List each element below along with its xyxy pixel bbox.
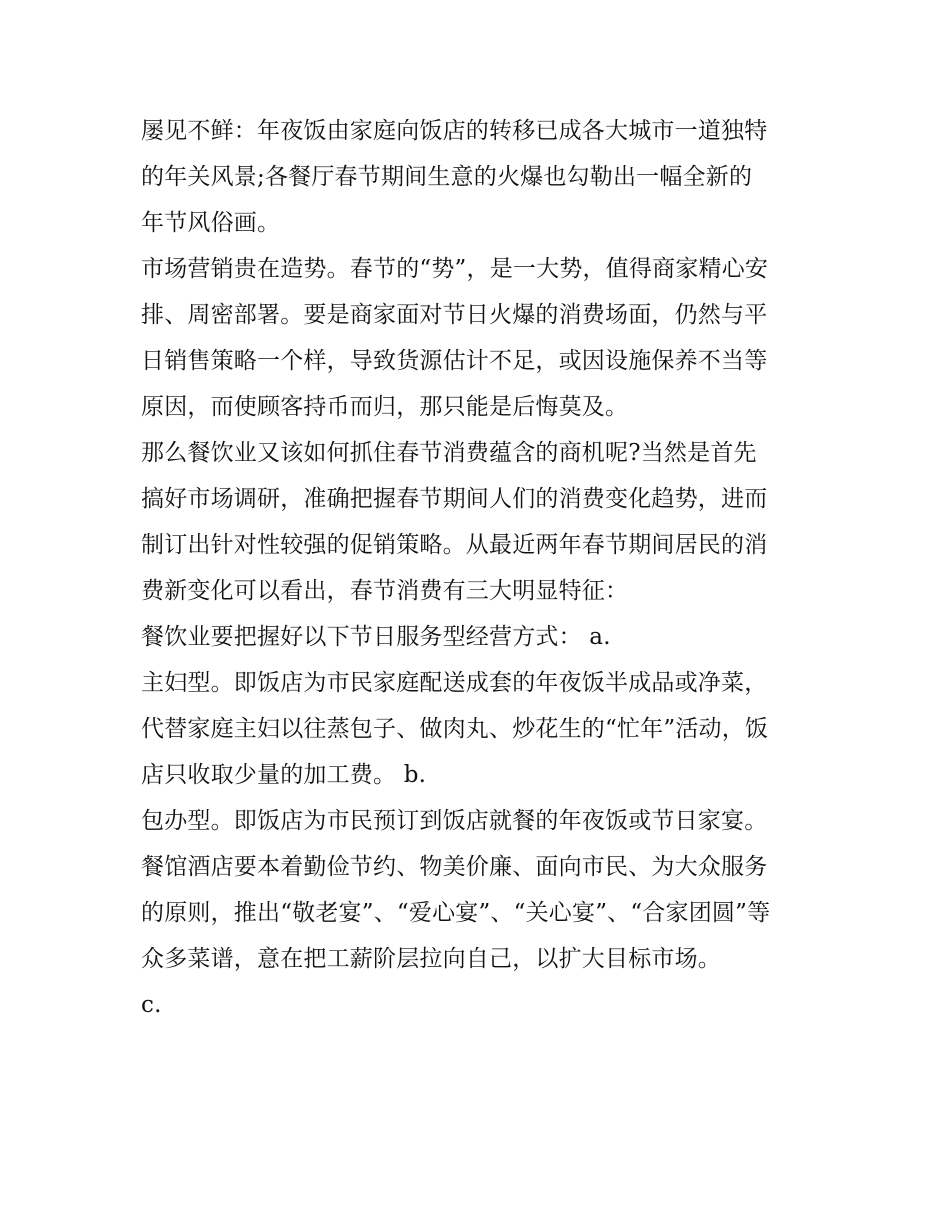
text-line: 包办型。即饭店为市民预订到饭店就餐的年夜饭或节日家宴。 (141, 808, 768, 834)
text-line: 那么餐饮业又该如何抓住春节消费蕴含的商机呢?当然是首先 (141, 440, 757, 466)
text-line: 日销售策略一个样，导致货源估计不足，或因设施保养不当等 (141, 348, 768, 374)
text-line: 屡见不鲜：年夜饭由家庭向饭店的转移已成各大城市一道独特 (141, 118, 768, 144)
text-line: 费新变化可以看出，春节消费有三大明显特征： (141, 578, 629, 604)
document-body (141, 108, 831, 1028)
text-line: 主妇型。即饭店为市民家庭配送成套的年夜饭半成品或净菜， (141, 670, 768, 696)
text-line: 店只收取少量的加工费。 b. (141, 762, 427, 788)
text-line: 的原则，推出“敬老宴”、“爱心宴”、“关心宴”、“合家团圆”等 (141, 900, 771, 926)
text-line: 制订出针对性较强的促销策略。从最近两年春节期间居民的消 (141, 532, 768, 558)
text-line: 众多菜谱，意在把工薪阶层拉向自己，以扩大目标市场。 (141, 946, 721, 972)
text-line: 年节风俗画。 (141, 210, 281, 236)
text-line: 代替家庭主妇以往蒸包子、做肉丸、炒花生的“忙年”活动，饭 (141, 716, 769, 742)
text-line: 排、周密部署。要是商家面对节日火爆的消费场面，仍然与平 (141, 302, 768, 328)
text-line: 的年关风景;各餐厅春节期间生意的火爆也勾勒出一幅全新的 (141, 164, 753, 190)
text-line: 原因，而使顾客持币而归，那只能是后悔莫及。 (141, 394, 629, 420)
text-line: 餐馆酒店要本着勤俭节约、物美价廉、面向市民、为大众服务 (141, 854, 768, 880)
text-line: 搞好市场调研，准确把握春节期间人们的消费变化趋势，进而 (141, 486, 768, 512)
text-line: 市场营销贵在造势。春节的“势”，是一大势，值得商家精心安 (141, 256, 769, 282)
text-line: c. (141, 992, 162, 1018)
text-line: 餐饮业要把握好以下节日服务型经营方式： a. (141, 624, 611, 650)
